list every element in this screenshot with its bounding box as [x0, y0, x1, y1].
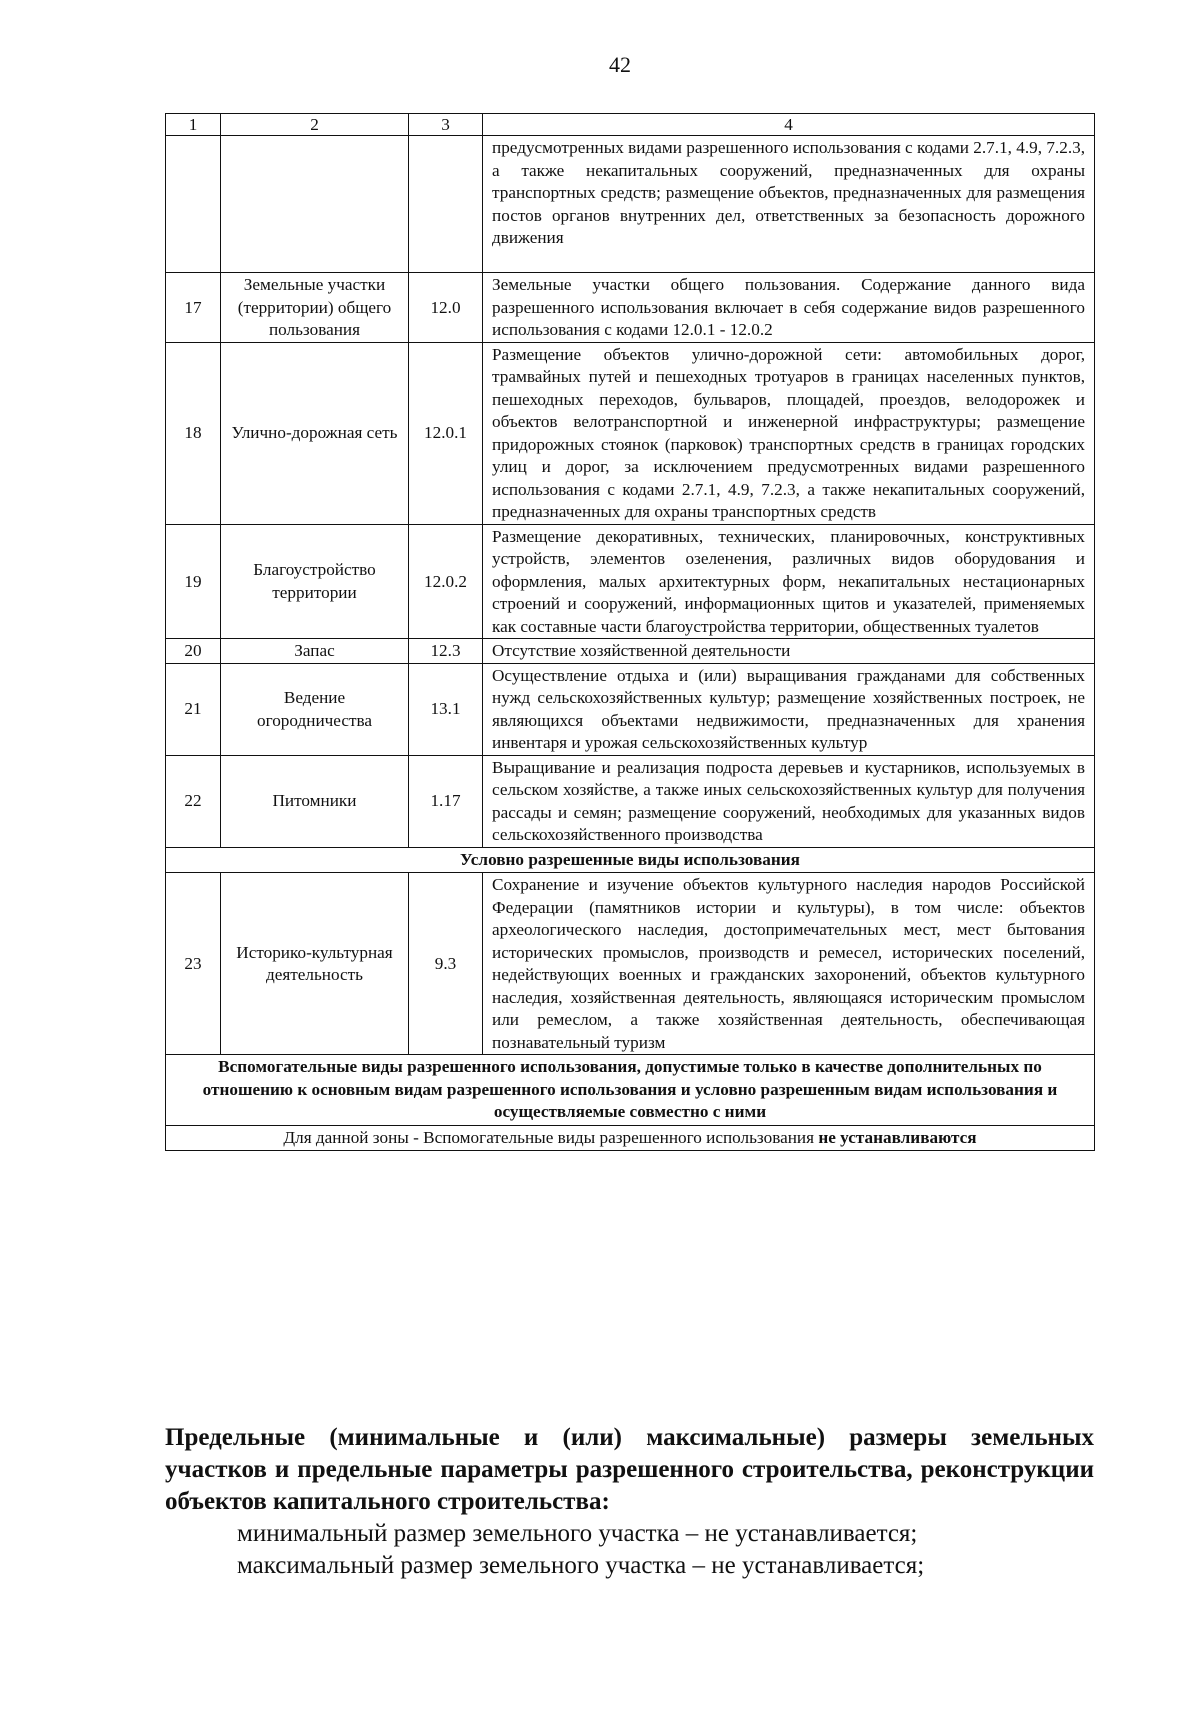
row-description: Отсутствие хозяйственной деятельности	[483, 639, 1095, 664]
row-description: Размещение декоративных, технических, планировочных, конструктивных устройств, элементов озеленения, различных видов оборудования и оформления, малых архитектурных форм, некапитальных нестационарных строений и сооружений, информационных щитов и указателей, применяемых как составные части благоустройства территории, общественных туалетов	[483, 524, 1095, 639]
row-name: Историко-культурная деятельность	[221, 873, 409, 1055]
row-name: Благоустройство территории	[221, 524, 409, 639]
row-code: 12.0	[409, 273, 483, 343]
auxiliary-note-prefix: Для данной зоны - Вспомогательные виды разрешенного использования	[283, 1127, 815, 1147]
row-name: Земельные участки (территории) общего пользования	[221, 273, 409, 343]
row-code: 12.0.1	[409, 342, 483, 524]
section-header-row	[166, 1055, 1095, 1126]
row-number: 19	[166, 524, 221, 639]
header-col-3: 3	[409, 114, 483, 136]
empty-cell	[409, 136, 483, 273]
row-code: 1.17	[409, 755, 483, 847]
section-note-row	[166, 1125, 1095, 1151]
row-name: Улично-дорожная сеть	[221, 342, 409, 524]
auxiliary-note-bold: не устанавливаются	[818, 1127, 977, 1147]
header-col-4: 4	[483, 114, 1095, 136]
row-name: Питомники	[221, 755, 409, 847]
row-number: 20	[166, 639, 221, 664]
row-code: 12.3	[409, 639, 483, 664]
row-description: Осуществление отдыха и (или) выращивания гражданами для собственных нужд сельскохозяйственных культур; размещение хозяйственных построек, не являющихся объектами недвижимости, предназначенных для хранения инвентаря и урожая сельскохозяйственных культур	[483, 663, 1095, 755]
header-col-1: 1	[166, 114, 221, 136]
table-header-row	[166, 114, 1095, 136]
continuation-description: предусмотренных видами разрешенного использования с кодами 2.7.1, 4.9, 7.2.3, а также некапитальных сооружений, предназначенных для охраны транспортных средств; размещение объектов, предназначенных для размещения постов органов внутренних дел, ответственных за безопасность дорожного движения	[483, 136, 1095, 273]
table-row	[166, 755, 1095, 847]
table-row	[166, 342, 1095, 524]
page-number: 42	[609, 52, 631, 77]
table-row-continuation	[166, 136, 1095, 273]
row-number: 17	[166, 273, 221, 343]
row-code: 12.0.2	[409, 524, 483, 639]
min-size-line: минимальный размер земельного участка – не устанавливается;	[237, 1520, 918, 1547]
parameters-section	[165, 1422, 1094, 1582]
table-row	[166, 873, 1095, 1055]
section-conditional-title: Условно разрешенные виды использования	[166, 847, 1095, 873]
table-row	[166, 639, 1095, 664]
row-description: Сохранение и изучение объектов культурного наследия народов Российской Федерации (памятников истории и культуры), в том числе: объектов археологического наследия, достопримечательных мест, мест бытования исторических промыслов, производств и ремесел, исторических поселений, недействующих военных и гражданских захоронений, объектов культурного наследия, хозяйственная деятельность, являющаяся историческим промыслом или ремеслом, а также хозяйственная деятельность, обеспечивающая познавательный туризм	[483, 873, 1095, 1055]
section-header-row	[166, 847, 1095, 873]
row-number: 22	[166, 755, 221, 847]
row-description: Выращивание и реализация подроста деревьев и кустарников, используемых в сельском хозяйстве, а также иных сельскохозяйственных культур для получения рассады и семян; размещение сооружений, необходимых для указанных видов сельскохозяйственного производства	[483, 755, 1095, 847]
land-use-table	[165, 113, 1095, 1151]
table-row	[166, 273, 1095, 343]
row-number: 23	[166, 873, 221, 1055]
row-code: 9.3	[409, 873, 483, 1055]
auxiliary-note	[166, 1125, 1095, 1151]
section-auxiliary-title: Вспомогательные виды разрешенного использования, допустимые только в качестве дополнительных по отношению к основным видам разрешенного использования и условно разрешенным видам использования и осуществляемые совместно с ними	[166, 1055, 1095, 1126]
row-name: Ведение огородничества	[221, 663, 409, 755]
row-number: 18	[166, 342, 221, 524]
row-number: 21	[166, 663, 221, 755]
row-name: Запас	[221, 639, 409, 664]
empty-cell	[221, 136, 409, 273]
max-size-line: максимальный размер земельного участка – не устанавливается;	[237, 1552, 925, 1579]
parameters-heading: Предельные (минимальные и (или) максимальные) размеры земельных участков и предельные параметры разрешенного строительства, реконструкции объектов капитального строительства:	[165, 1424, 1094, 1515]
header-col-2: 2	[221, 114, 409, 136]
row-description: Земельные участки общего пользования. Содержание данного вида разрешенного использования включает в себя содержание видов разрешенного использования с кодами 12.0.1 - 12.0.2	[483, 273, 1095, 343]
row-description: Размещение объектов улично-дорожной сети: автомобильных дорог, трамвайных путей и пешеходных тротуаров в границах населенных пунктов, пешеходных переходов, бульваров, площадей, проездов, велодорожек и объектов велотранспортной и инженерной инфраструктуры; размещение придорожных стоянок (парковок) транспортных средств в границах городских улиц и дорог, за исключением предусмотренных видами разрешенного использования с кодами 2.7.1, 4.9, 7.2.3, а также некапитальных сооружений, предназначенных для охраны транспортных средств	[483, 342, 1095, 524]
empty-cell	[166, 136, 221, 273]
table-row	[166, 663, 1095, 755]
table-row	[166, 524, 1095, 639]
row-code: 13.1	[409, 663, 483, 755]
